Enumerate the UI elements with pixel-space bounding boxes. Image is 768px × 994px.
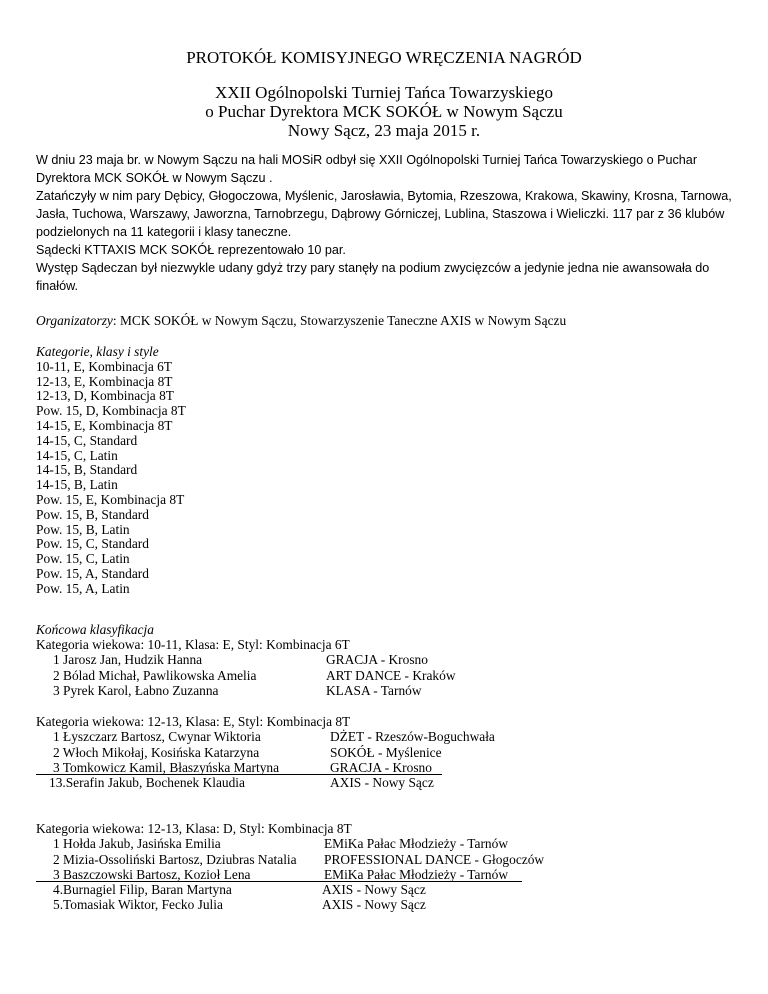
couple-name: 2 Bólad Michał, Pawlikowska Amelia xyxy=(53,667,257,683)
intro-text xyxy=(36,151,736,295)
intro-paragraph: Sądecki KTTAXIS MCK SOKÓŁ reprezentowało 10 par. xyxy=(36,243,346,257)
club-name: AXIS - Nowy Sącz xyxy=(322,882,426,898)
result-row xyxy=(36,760,442,775)
result-row xyxy=(36,729,736,744)
club-name: SOKÓŁ - Myślenice xyxy=(330,744,442,760)
couple-name: 4.Burnagiel Filip, Baran Martyna xyxy=(53,882,232,898)
club-name: ART DANCE - Kraków xyxy=(326,667,456,683)
tournament-cup: o Puchar Dyrektora MCK SOKÓŁ w Nowym Sączu xyxy=(205,102,563,121)
category-item: 12-13, E, Kombinacja 8T xyxy=(36,373,173,389)
result-row xyxy=(36,775,736,790)
results-group-title: Kategoria wiekowa: 10-11, Klasa: E, Styl: Kombinacja 6T xyxy=(36,637,350,652)
category-item: 12-13, D, Kombinacja 8T xyxy=(36,388,174,404)
result-row xyxy=(36,745,736,760)
category-item: Pow. 15, B, Standard xyxy=(36,506,149,522)
results-group xyxy=(36,821,736,913)
club-name: AXIS - Nowy Sącz xyxy=(322,897,426,913)
categories-heading: Kategorie, klasy i style xyxy=(36,344,159,359)
couple-name: 3 Tomkowicz Kamil, Błaszyńska Martyna xyxy=(53,759,280,775)
couple-name: 3 Pyrek Karol, Łabno Zuzanna xyxy=(53,682,219,698)
category-item: Pow. 15, C, Latin xyxy=(36,551,130,567)
result-row xyxy=(36,897,736,912)
couple-name: 1 Jarosz Jan, Hudzik Hanna xyxy=(53,652,203,668)
club-name: PROFESSIONAL DANCE - Głogoczów xyxy=(324,851,545,867)
category-item: Pow. 15, E, Kombinacja 8T xyxy=(36,491,185,507)
club-name: EMiKa Pałac Młodzieży - Tarnów xyxy=(324,866,508,882)
organizers-text: : MCK SOKÓŁ w Nowym Sączu, Stowarzyszenie Taneczne AXIS w Nowym Sączu xyxy=(112,313,567,328)
couple-name: 2 Włoch Mikołaj, Kosińska Katarzyna xyxy=(53,744,260,760)
intro-paragraph: Występ Sądeczan był niezwykle udany gdyż trzy pary stanęły na podium zwycięzców a jedynie jedna nie awansowała do finałów. xyxy=(36,261,710,293)
result-row xyxy=(36,836,736,851)
categories-section xyxy=(36,345,186,597)
couple-name: 5.Tomasiak Wiktor, Fecko Julia xyxy=(53,897,223,913)
results-group xyxy=(36,637,736,698)
club-name: GRACJA - Krosno xyxy=(326,652,428,668)
category-item: 14-15, C, Latin xyxy=(36,447,118,463)
organizers xyxy=(36,313,566,329)
category-item: 14-15, E, Kombinacja 8T xyxy=(36,417,173,433)
results-group-title: Kategoria wiekowa: 12-13, Klasa: E, Styl: Kombinacja 8T xyxy=(36,714,351,729)
category-item: Pow. 15, A, Latin xyxy=(36,580,130,596)
result-row xyxy=(36,668,736,683)
couple-name: 1 Hołda Jakub, Jasińska Emilia xyxy=(53,836,221,852)
results-group xyxy=(36,714,736,790)
club-name: AXIS - Nowy Sącz xyxy=(330,775,434,791)
result-row xyxy=(36,867,522,882)
intro-paragraph: W dniu 23 maja br. w Nowym Sączu na hali MOSiR odbył się XXII Ogólnopolski Turniej Tańca Towarzyskiego o Puchar Dyrektora MCK SOKÓŁ w Nowym Sączu . xyxy=(36,153,698,185)
protocol-title: PROTOKÓŁ KOMISYJNEGO WRĘCZENIA NAGRÓD xyxy=(186,48,582,67)
couple-name: 13.Serafin Jakub, Bochenek Klaudia xyxy=(49,775,245,791)
category-item: 10-11, E, Kombinacja 6T xyxy=(36,358,172,374)
results-group-title: Kategoria wiekowa: 12-13, Klasa: D, Styl: Kombinacja 8T xyxy=(36,821,352,836)
category-item: Pow. 15, A, Standard xyxy=(36,565,149,581)
category-item: Pow. 15, D, Kombinacja 8T xyxy=(36,403,186,419)
category-item: 14-15, B, Latin xyxy=(36,477,118,493)
final-classification-heading: Końcowa klasyfikacja xyxy=(36,622,154,637)
category-item: 14-15, B, Standard xyxy=(36,462,138,478)
club-name: DŻET - Rzeszów-Boguchwała xyxy=(330,729,495,745)
club-name: GRACJA - Krosno xyxy=(330,759,432,775)
category-item: Pow. 15, C, Standard xyxy=(36,536,149,552)
result-row xyxy=(36,683,736,698)
couple-name: 2 Mizia-Ossoliński Bartosz, Dziubras Natalia xyxy=(53,851,297,867)
tournament-date: Nowy Sącz, 23 maja 2015 r. xyxy=(287,121,481,140)
tournament-name: XXII Ogólnopolski Turniej Tańca Towarzyskiego xyxy=(215,83,553,102)
result-row xyxy=(36,652,736,667)
category-item: Pow. 15, B, Latin xyxy=(36,521,130,537)
intro-paragraph: Zatańczyły w nim pary Dębicy, Głogoczowa, Myślenic, Jarosławia, Bytomia, Rzeszowa, Krakowa, Skawiny, Krosna, Tarnowa, Jasła, Tuchowa, Warszawy, Jaworzna, Tarnobrzegu, Dąbrowy Górniczej, Lublina, Staszowa i Wieliczki. 117 par z 36 klubów podzielonych na 11 kategorii i klasy taneczne. xyxy=(36,189,732,239)
category-item: 14-15, C, Standard xyxy=(36,432,138,448)
club-name: KLASA - Tarnów xyxy=(326,682,422,698)
result-row xyxy=(36,882,736,897)
club-name: EMiKa Pałac Młodzieży - Tarnów xyxy=(324,836,508,852)
couple-name: 1 Łyszczarz Bartosz, Cwynar Wiktoria xyxy=(53,729,261,745)
organizers-label: Organizatorzy xyxy=(36,313,113,328)
couple-name: 3 Baszczowski Bartosz, Kozioł Lena xyxy=(53,866,251,882)
result-row xyxy=(36,852,736,867)
